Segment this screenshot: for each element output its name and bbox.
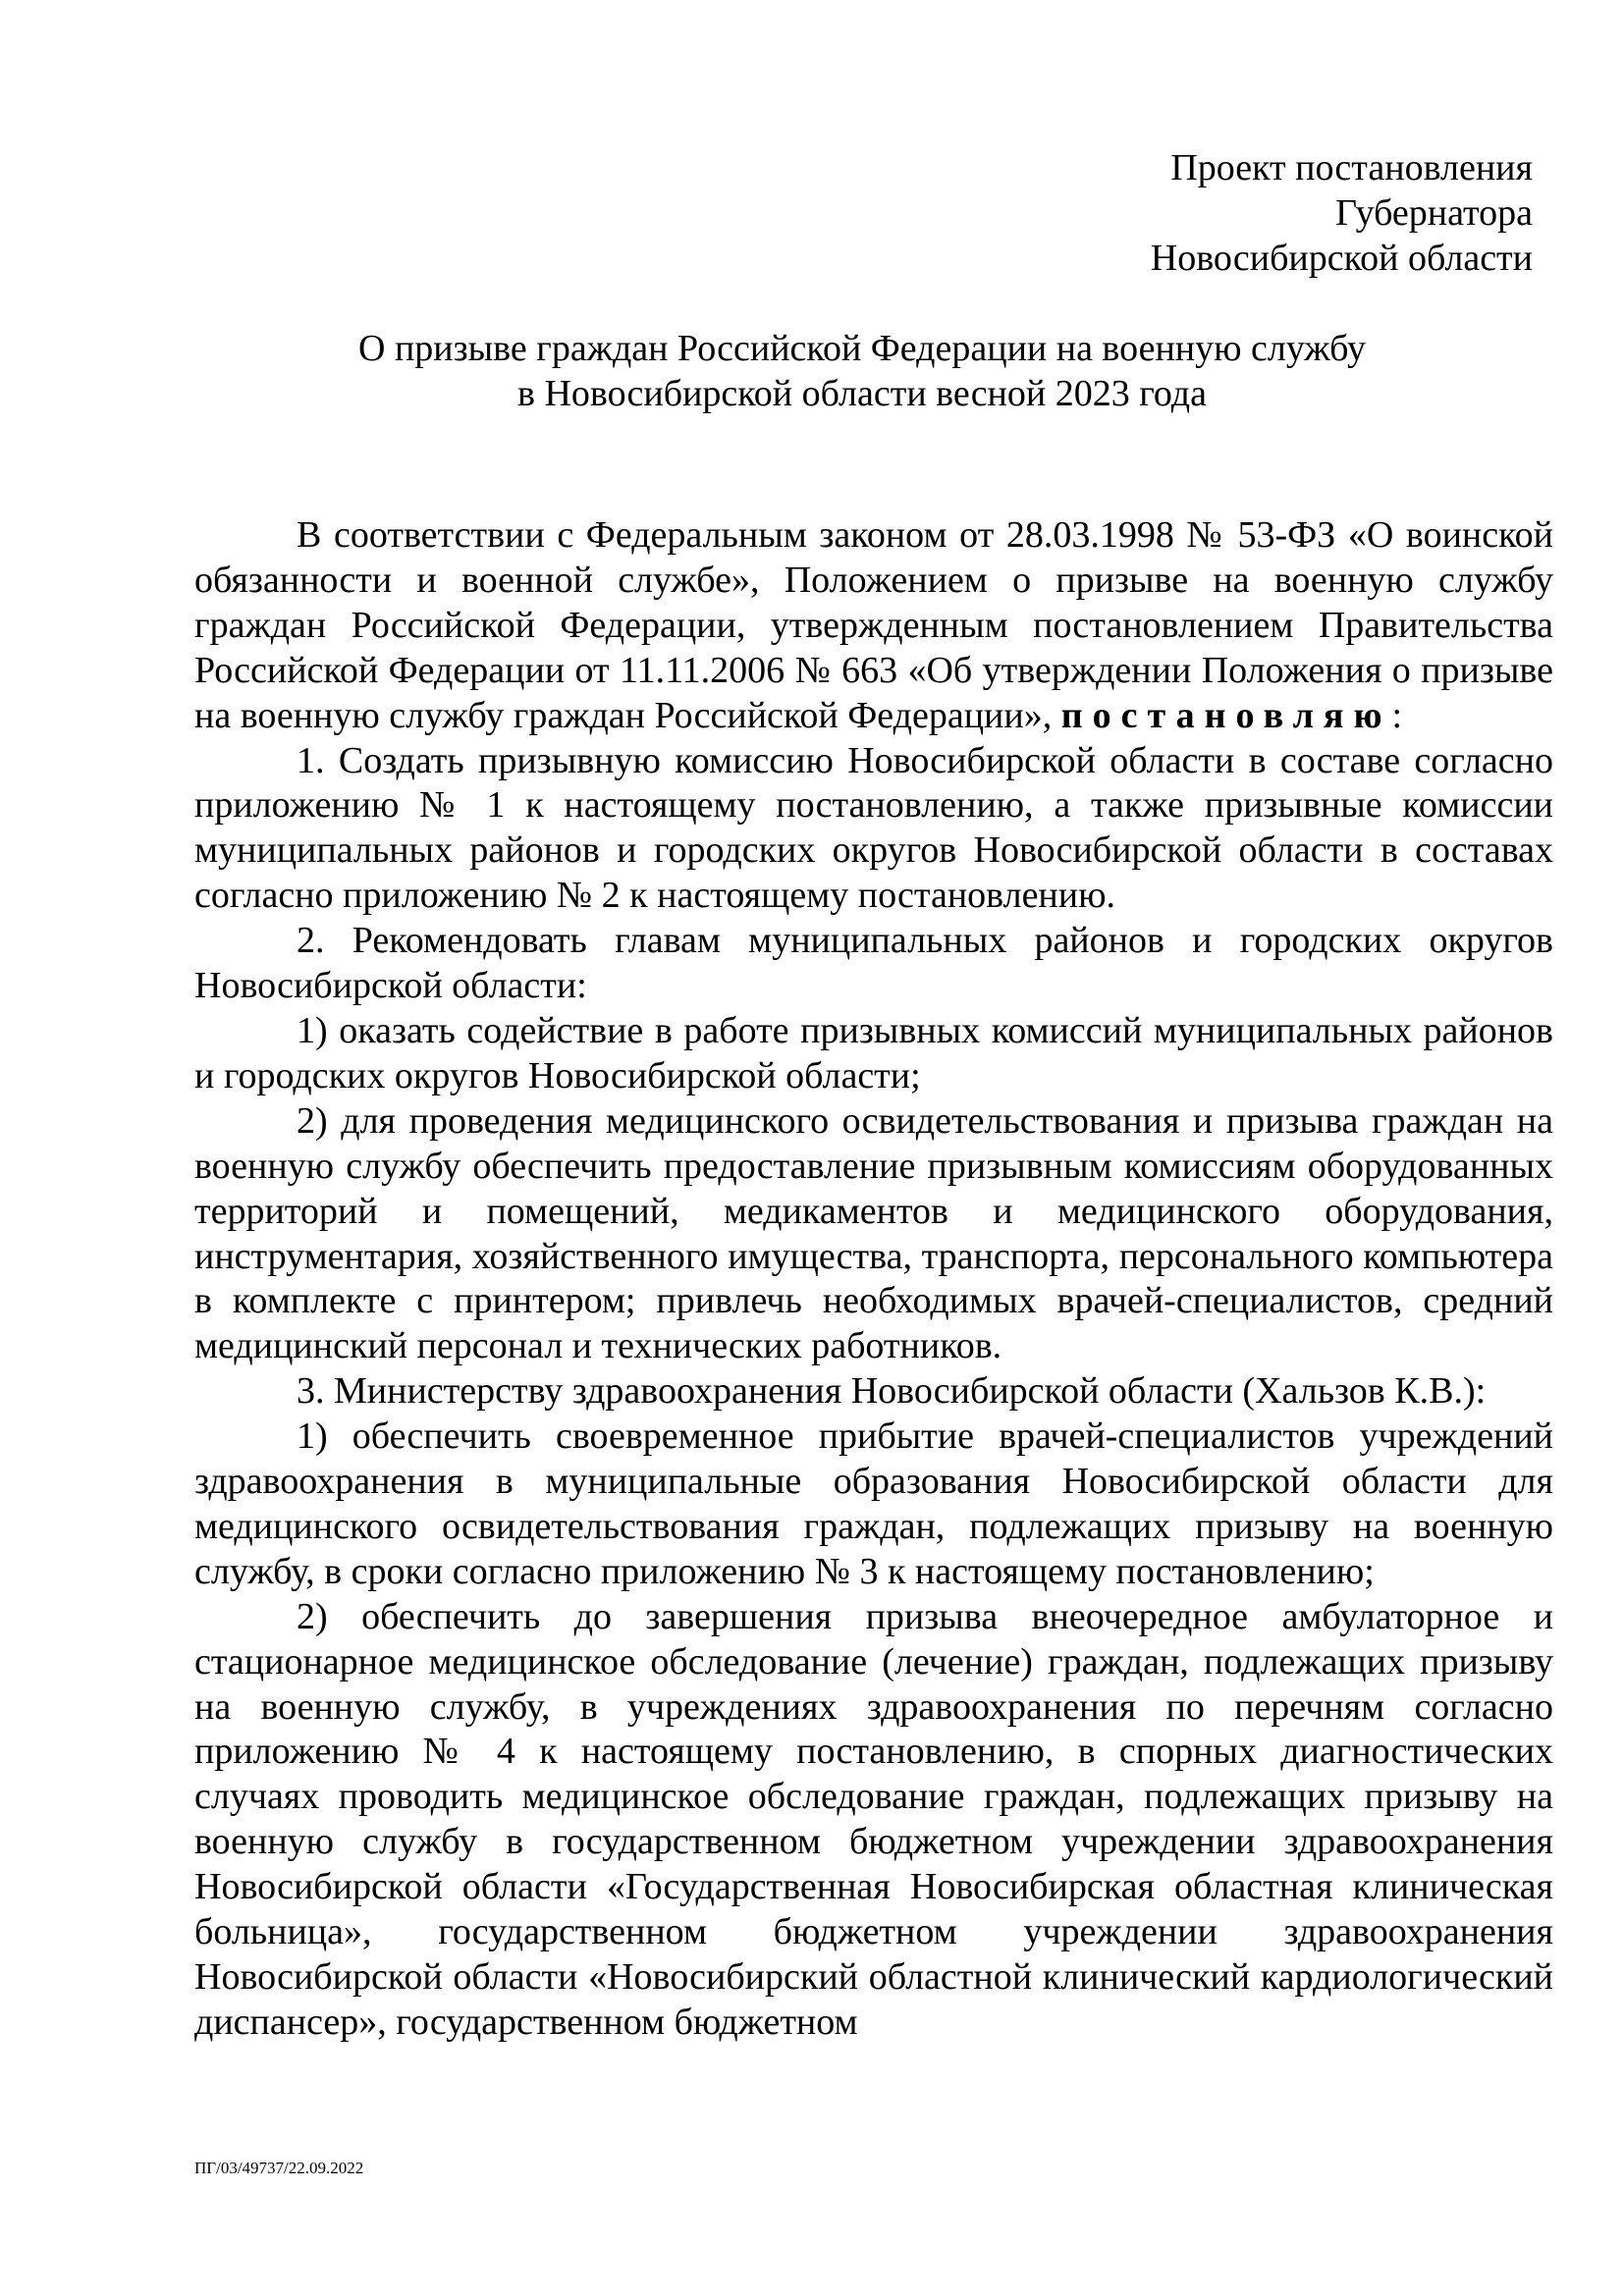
draft-header: [1151, 145, 1533, 281]
decree-colon: :: [1391, 694, 1403, 736]
paragraph-1: 1. Создать призывную комиссию Новосибирской области в составе согласно приложению № 1 к настоящему постановлению, а также призывные комиссии муниципальных районов и городских округов Новосибирской области в составах согласно приложению № 2 к настоящему постановлению.: [194, 739, 1553, 917]
preamble-text: В соответствии с Федеральным законом от 28.03.1998 № 53-ФЗ «О воинской обязанности и военной службе», Положением о призыве на военную службу граждан Российской Федерации, утвержденным постановлением Правительства Российской Федерации от 11.11.2006 № 663 «Об утверждении Положения о призыве на военную службу граждан Российской Федерации»,: [194, 514, 1553, 736]
paragraph-3-item-2: 2) обеспечить до завершения призыва внеочередное амбулаторное и стационарное медицинское обследование (лечение) граждан, подлежащих призыву на военную службу, в учреждениях здравоохранения по перечням согласно приложению № 4 к настоящему постановлению, в спорных диагностических случаях проводить медицинское обследование граждан, подлежащих призыву на военную службу в государственном бюджетном учреждении здравоохранения Новосибирской области «Государственная Новосибирская областная клиническая больница», государственном бюджетном учреждении здравоохранения Новосибирской области «Новосибирский областной клинический кардиологический диспансер», государственном бюджетном: [194, 1595, 1553, 2043]
paragraph-2: 2. Рекомендовать главам муниципальных районов и городских округов Новосибирской области:: [194, 920, 1553, 1007]
paragraph-3: 3. Министерству здравоохранения Новосибирской области (Хальзов К.В.):: [297, 1370, 1487, 1413]
title-line: в Новосибирской области весной 2023 года: [517, 373, 1207, 414]
paragraph-3-item-1: 1) обеспечить своевременное прибытие врачей-специалистов учреждений здравоохранения в муниципальные образования Новосибирской области для медицинского освидетельствования граждан, подлежащих призыву на военную службу, в сроки согласно приложению № 3 к настоящему постановлению;: [194, 1415, 1553, 1592]
document-title: [194, 326, 1530, 416]
paragraph-2-item-1: 1) оказать содействие в работе призывных комиссий муниципальных районов и городских округов Новосибирской области;: [194, 1009, 1553, 1096]
preamble-paragraph: [194, 513, 1553, 739]
decree-word: постановляю: [1060, 694, 1392, 736]
title-line: О призыве граждан Российской Федерации на военную службу: [358, 328, 1366, 369]
document-code: ПГ/03/49737/22.09.2022: [194, 2159, 364, 2177]
document-body: [194, 513, 1553, 2046]
draft-header-line: Губернатора: [1335, 192, 1533, 234]
paragraph-2-item-2: 2) для проведения медицинского освидетельствования и призыва граждан на военную службу обеспечить предоставление призывным комиссиям оборудованных территорий и помещений, медикаментов и медицинского оборудования, инструментария, хозяйственного имущества, транспорта, персонального компьютера в комплекте с принтером; привлечь необходимых врачей-специалистов, средний медицинский персонал и технических работников.: [194, 1099, 1553, 1367]
draft-header-line: Новосибирской области: [1150, 238, 1533, 279]
draft-header-line: Проект постановления: [1170, 147, 1533, 188]
